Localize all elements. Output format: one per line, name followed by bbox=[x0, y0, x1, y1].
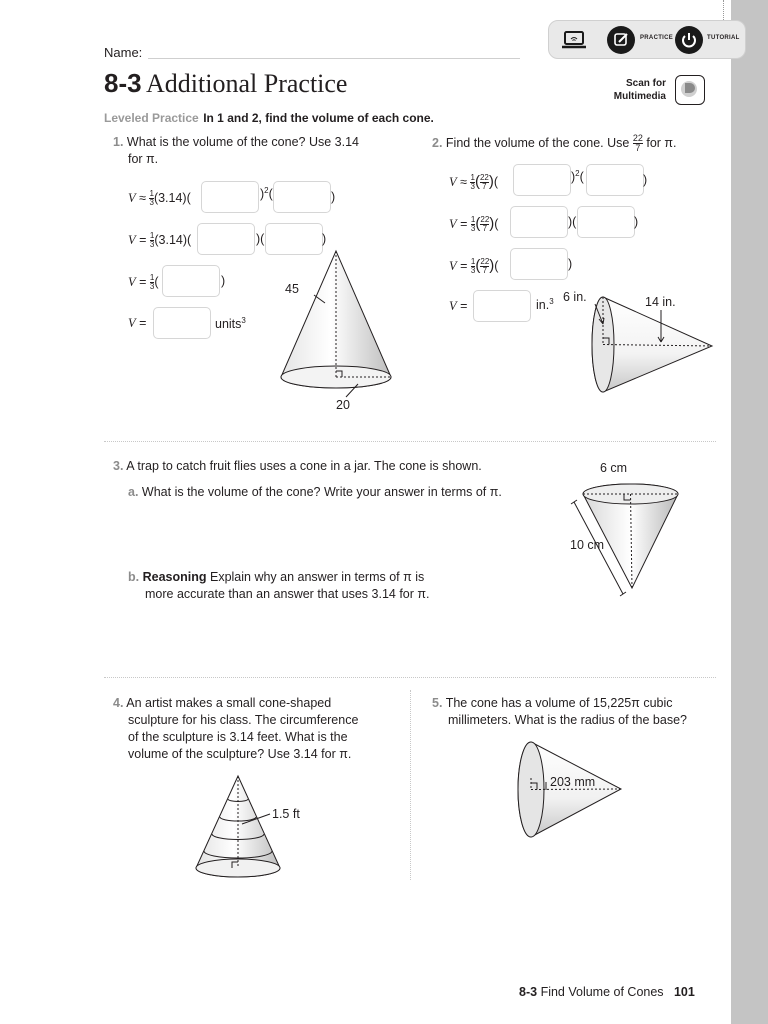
q2-eq1: V ≈ $\frac{1}{3}$ ( $\frac{22}{7}$ )( bbox=[449, 173, 499, 192]
tutorial-label[interactable]: TUTORIAL bbox=[707, 35, 740, 41]
q2-eq4: V = bbox=[449, 299, 468, 313]
scan-label-line1: Scan for bbox=[625, 78, 666, 89]
q1-eq1-box2[interactable] bbox=[273, 181, 331, 213]
q1-eq2-close: ) bbox=[322, 232, 327, 246]
q2-units: in.$^3$ bbox=[536, 297, 554, 313]
q1-eq3-close: ) bbox=[221, 274, 226, 288]
q1-text: What is the volume of the cone? Use 3.14 bbox=[126, 135, 359, 149]
q2-eq3-close: ) bbox=[568, 257, 573, 271]
section-divider-2 bbox=[104, 677, 716, 678]
q1-eq2: V = $\frac{1}{3}$ (3.14)( bbox=[128, 231, 192, 249]
q1-eq1: V ≈ $\frac{1}{3}$ (3.14)( bbox=[128, 189, 191, 207]
footer-lesson-number: 8-3 bbox=[519, 985, 538, 999]
q3b-text-line1: Explain why an answer in terms of π is bbox=[209, 570, 425, 584]
q1-eq3-box[interactable] bbox=[162, 265, 220, 297]
q2-eq2-box2[interactable] bbox=[577, 206, 635, 238]
q3-slant-label: 10 cm bbox=[570, 538, 605, 552]
media-toolbar bbox=[548, 20, 746, 59]
q2-eq4-box[interactable] bbox=[473, 290, 531, 322]
q1-eq2-mid: )( bbox=[256, 232, 265, 246]
q5-line1: The cone has a volume of 15,225π cubic bbox=[445, 696, 673, 710]
q2-eq1-box1[interactable] bbox=[513, 164, 571, 196]
q2-eq1-sq: )$^2$( bbox=[571, 169, 584, 185]
q5-line2: millimeters. What is the radius of the base? bbox=[448, 713, 687, 727]
q3-text: A trap to catch fruit flies uses a cone in a jar. The cone is shown. bbox=[126, 459, 482, 473]
scan-label bbox=[600, 77, 666, 103]
footer-lesson-name: Find Volume of Cones bbox=[540, 985, 664, 999]
q1-units: units$^3$ bbox=[215, 316, 246, 332]
column-divider bbox=[410, 690, 411, 880]
q1-eq1-close: ) bbox=[331, 190, 336, 204]
q2-eq2-mid: )( bbox=[568, 215, 577, 229]
q1-eq3: V = $\frac{1}{3}$ ( bbox=[128, 273, 159, 291]
q3b-text-line2: more accurate than an answer that uses 3.14 for π. bbox=[145, 587, 430, 601]
q4-line1: An artist makes a small cone-shaped bbox=[126, 696, 332, 710]
leveled-practice-label: Leveled Practice bbox=[104, 111, 199, 125]
q1-number: 1. bbox=[113, 135, 124, 149]
q2-text: Find the volume of the cone. Use bbox=[445, 135, 630, 150]
q3a-prompt bbox=[128, 484, 502, 501]
lesson-number: 8-3 bbox=[104, 68, 142, 98]
name-line[interactable] bbox=[148, 58, 520, 59]
q4-line2: sculpture for his class. The circumference bbox=[128, 713, 359, 727]
practice-label[interactable]: PRACTICE bbox=[640, 35, 674, 41]
q1-eq2-box1[interactable] bbox=[197, 223, 255, 255]
q1-eq1-sq: )$^2$( bbox=[260, 186, 273, 202]
q2-eq1-close: ) bbox=[643, 173, 648, 187]
q5-height-label: 203 mm bbox=[550, 775, 596, 789]
q3-prompt bbox=[113, 458, 482, 475]
q4-number: 4. bbox=[113, 696, 124, 710]
q2-eq3-box[interactable] bbox=[510, 248, 568, 280]
q1-eq4: V = bbox=[128, 316, 147, 330]
q3a-letter: a. bbox=[128, 485, 139, 499]
q1-slant-label: 45 bbox=[285, 282, 299, 296]
q5-number: 5. bbox=[432, 696, 443, 710]
q4-cone-figure bbox=[190, 772, 295, 884]
q2-eq2-box1[interactable] bbox=[510, 206, 568, 238]
q1-prompt bbox=[113, 134, 383, 168]
q1-cone-figure bbox=[270, 245, 405, 420]
q1-text-line2: for π. bbox=[128, 152, 159, 166]
q2-number: 2. bbox=[432, 135, 443, 150]
lesson-title: Additional Practice bbox=[146, 69, 348, 98]
scan-icon[interactable] bbox=[675, 75, 705, 105]
practice-icon[interactable] bbox=[607, 26, 635, 54]
instructions: In 1 and 2, find the volume of each cone. bbox=[203, 111, 434, 125]
page-footer bbox=[519, 985, 695, 999]
q3b-prompt bbox=[128, 569, 429, 603]
q3-number: 3. bbox=[113, 459, 124, 473]
q1-eq1-box1[interactable] bbox=[201, 181, 259, 213]
q3b-letter: b. bbox=[128, 570, 140, 584]
page-number: 101 bbox=[673, 985, 695, 999]
q2-eq3: V = $\frac{1}{3}$ ( $\frac{22}{7}$ )( bbox=[449, 257, 499, 276]
section-divider-1 bbox=[104, 441, 716, 442]
q4-prompt bbox=[113, 695, 403, 763]
q3a-text: What is the volume of the cone? Write your answer in terms of π. bbox=[141, 485, 502, 499]
q2-fraction: $\frac{22}{7}$ bbox=[632, 133, 643, 153]
q2-radius-label: 6 in. bbox=[563, 290, 587, 304]
q2-eq2-close: ) bbox=[634, 215, 639, 229]
laptop-icon[interactable] bbox=[561, 27, 587, 53]
q4-height-label: 1.5 ft bbox=[272, 807, 300, 821]
q1-eq4-box[interactable] bbox=[153, 307, 211, 339]
q2-height-label: 14 in. bbox=[645, 295, 676, 309]
q5-prompt bbox=[432, 695, 727, 729]
q3-diameter-label: 6 cm bbox=[600, 461, 628, 475]
page-title bbox=[104, 68, 347, 99]
q2-prompt bbox=[432, 134, 677, 153]
leveled-practice-heading bbox=[104, 109, 434, 127]
q3b-reasoning-label: Reasoning bbox=[142, 570, 207, 584]
q2-eq1-box2[interactable] bbox=[586, 164, 644, 196]
q2-text-after: for π. bbox=[646, 135, 677, 150]
name-label: Name: bbox=[104, 45, 143, 60]
q4-line4: volume of the sculpture? Use 3.14 for π. bbox=[128, 747, 352, 761]
q1-diameter-label: 20 bbox=[336, 398, 350, 412]
tutorial-icon[interactable] bbox=[675, 26, 703, 54]
q4-line3: of the sculpture is 3.14 feet. What is the bbox=[128, 730, 348, 744]
scan-label-line2: Multimedia bbox=[613, 91, 666, 102]
q5-cone-figure bbox=[510, 738, 630, 842]
page-gutter bbox=[731, 0, 768, 1024]
q2-eq2: V = $\frac{1}{3}$ ( $\frac{22}{7}$ )( bbox=[449, 215, 499, 234]
